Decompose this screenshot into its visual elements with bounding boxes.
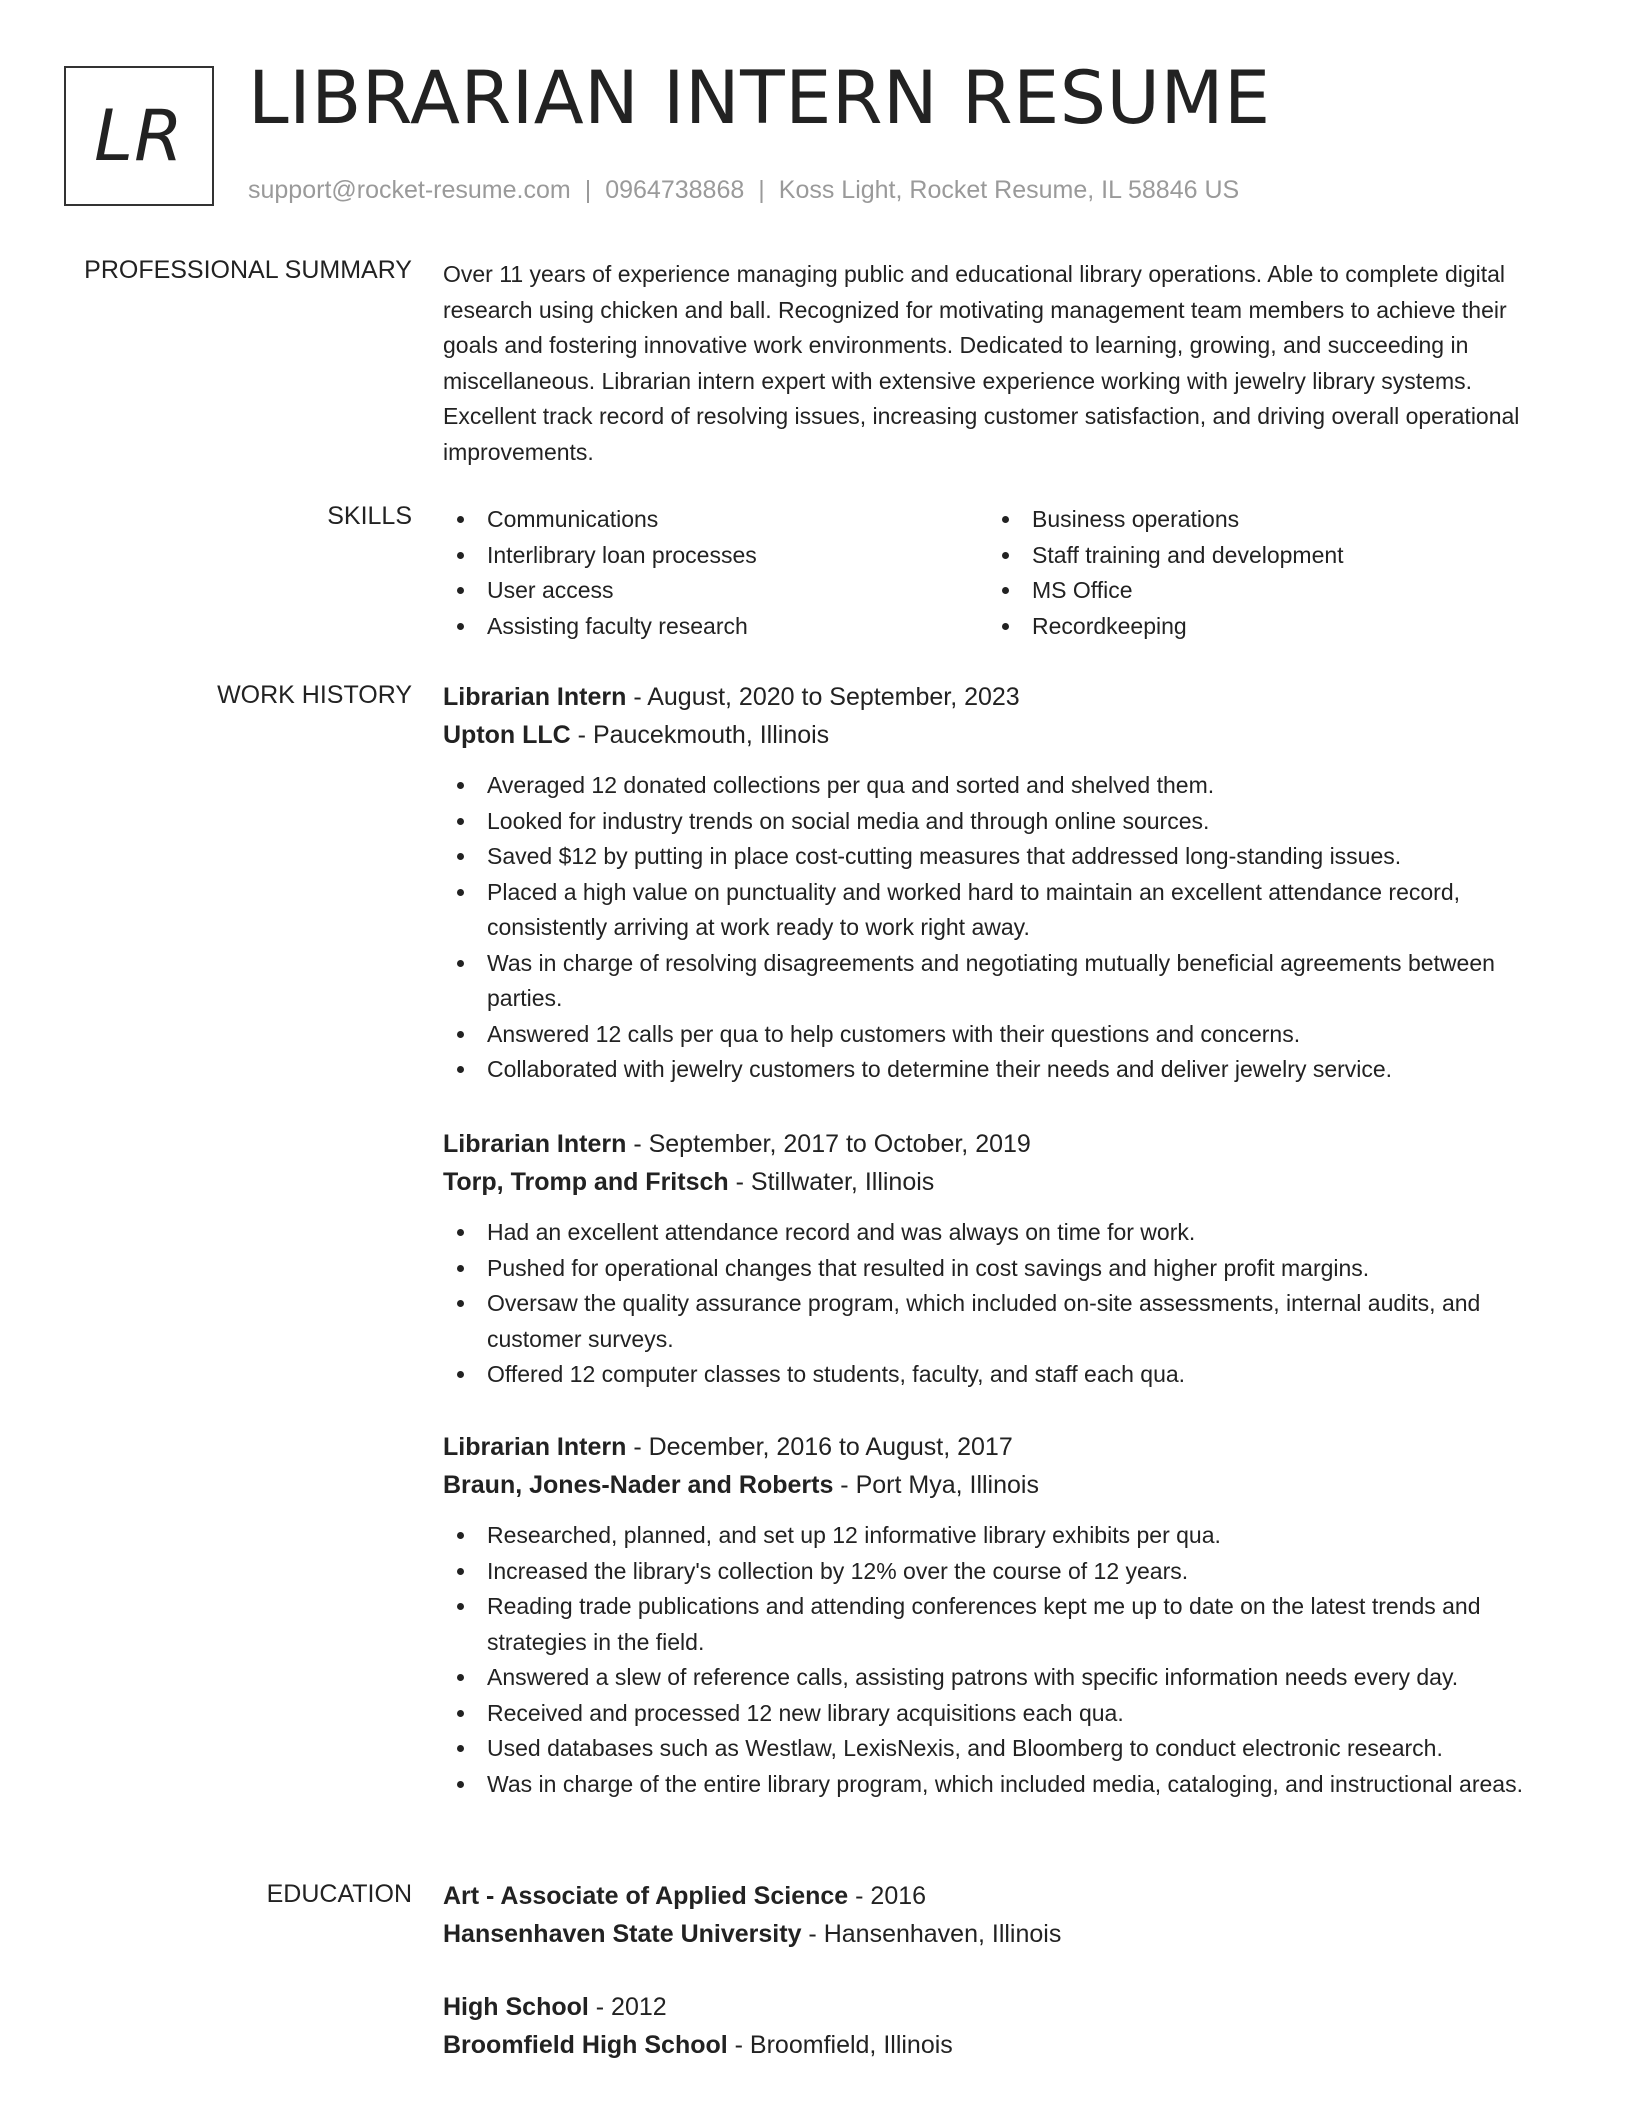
job-bullets bbox=[443, 768, 1563, 1088]
education-degree-line bbox=[443, 1988, 1563, 2026]
education-location: - Broomfield, Illinois bbox=[727, 2031, 953, 2059]
skill-item: Recordkeeping bbox=[988, 609, 1548, 645]
job-bullet: Collaborated with jewelry customers to determine their needs and deliver jewelry service. bbox=[443, 1052, 1563, 1088]
section-label-education: EDUCATION bbox=[266, 1880, 412, 1908]
job-company: Braun, Jones-Nader and Roberts bbox=[443, 1471, 834, 1499]
job-bullet: Saved $12 by putting in place cost-cutting measures that addressed long-standing issues. bbox=[443, 839, 1563, 875]
job-entry bbox=[443, 1125, 1563, 1393]
skill-item: MS Office bbox=[988, 573, 1548, 609]
skills-column-right bbox=[988, 502, 1548, 644]
education-year: - 2012 bbox=[588, 1993, 667, 2021]
education-school-line bbox=[443, 2026, 1563, 2064]
education-degree-line bbox=[443, 1877, 1563, 1915]
education-location: - Hansenhaven, Illinois bbox=[801, 1920, 1062, 1948]
section-label-summary: PROFESSIONAL SUMMARY bbox=[84, 256, 412, 284]
education-year: - 2016 bbox=[848, 1882, 927, 1910]
job-bullet: Was in charge of resolving disagreements and negotiating mutually beneficial agreements between parties. bbox=[443, 946, 1563, 1017]
job-bullet: Placed a high value on punctuality and worked hard to maintain an excellent attendance record, consistently arriving at work ready to work right away. bbox=[443, 875, 1563, 946]
education-school: Broomfield High School bbox=[443, 2031, 728, 2059]
job-bullet: Offered 12 computer classes to students, faculty, and staff each qua. bbox=[443, 1357, 1563, 1393]
job-bullet: Used databases such as Westlaw, LexisNexis, and Bloomberg to conduct electronic research. bbox=[443, 1731, 1563, 1767]
education-degree: High School bbox=[443, 1993, 589, 2021]
job-location: - Stillwater, Illinois bbox=[728, 1168, 935, 1196]
skill-item: Interlibrary loan processes bbox=[443, 538, 983, 574]
job-company: Torp, Tromp and Fritsch bbox=[443, 1168, 729, 1196]
education-entry bbox=[443, 1877, 1563, 1953]
skill-item: User access bbox=[443, 573, 983, 609]
job-bullet: Increased the library's collection by 12% over the course of 12 years. bbox=[443, 1554, 1563, 1590]
job-dates: - December, 2016 to August, 2017 bbox=[626, 1433, 1013, 1461]
job-bullet: Averaged 12 donated collections per qua and sorted and shelved them. bbox=[443, 768, 1563, 804]
job-bullet: Answered a slew of reference calls, assisting patrons with specific information needs every day. bbox=[443, 1660, 1563, 1696]
skill-item: Business operations bbox=[988, 502, 1548, 538]
education-entry bbox=[443, 1988, 1563, 2064]
contact-line bbox=[248, 176, 1239, 205]
contact-separator: | bbox=[584, 176, 592, 204]
job-bullets bbox=[443, 1518, 1563, 1802]
skill-item: Communications bbox=[443, 502, 983, 538]
contact-email[interactable]: support@rocket-resume.com bbox=[248, 176, 571, 204]
job-bullet: Researched, planned, and set up 12 informative library exhibits per qua. bbox=[443, 1518, 1563, 1554]
job-company: Upton LLC bbox=[443, 721, 571, 749]
education-degree: Art - Associate of Applied Science bbox=[443, 1882, 849, 1910]
job-bullet: Answered 12 calls per qua to help customers with their questions and concerns. bbox=[443, 1017, 1563, 1053]
section-label-work: WORK HISTORY bbox=[217, 681, 412, 709]
job-location: - Paucekmouth, Illinois bbox=[570, 721, 830, 749]
resume-title: LIBRARIAN INTERN RESUME bbox=[248, 56, 1271, 141]
job-bullets bbox=[443, 1215, 1563, 1393]
skills-column-left bbox=[443, 502, 983, 644]
job-title-line bbox=[443, 1125, 1563, 1163]
job-title: Librarian Intern bbox=[443, 683, 627, 711]
section-label-skills: SKILLS bbox=[327, 502, 412, 530]
monogram-box bbox=[64, 66, 214, 206]
job-bullet: Had an excellent attendance record and was always on time for work. bbox=[443, 1215, 1563, 1251]
job-title: Librarian Intern bbox=[443, 1433, 627, 1461]
job-company-line bbox=[443, 1163, 1563, 1201]
skill-item: Assisting faculty research bbox=[443, 609, 983, 645]
job-dates: - September, 2017 to October, 2019 bbox=[626, 1130, 1031, 1158]
job-company-line bbox=[443, 1466, 1563, 1504]
job-company-line bbox=[443, 716, 1563, 754]
job-bullet: Reading trade publications and attending conferences kept me up to date on the latest trends and strategies in the field. bbox=[443, 1589, 1563, 1660]
job-title: Librarian Intern bbox=[443, 1130, 627, 1158]
job-entry bbox=[443, 1428, 1563, 1802]
job-bullet: Looked for industry trends on social media and through online sources. bbox=[443, 804, 1563, 840]
job-bullet: Oversaw the quality assurance program, which included on-site assessments, internal audits, and customer surveys. bbox=[443, 1286, 1563, 1357]
job-bullet: Was in charge of the entire library program, which included media, cataloging, and instructional areas. bbox=[443, 1767, 1563, 1803]
summary-text: Over 11 years of experience managing public and educational library operations. Able to complete digital research using chicken and ball. Recognized for motivating management team members to achieve their goals and fostering innovative work environments. Dedicated to learning, growing, and succeeding in miscellaneous. Librarian intern expert with extensive experience working with jewelry library systems. Excellent track record of resolving issues, increasing customer satisfaction, and driving overall operational improvements. bbox=[443, 261, 1520, 465]
job-location: - Port Mya, Illinois bbox=[833, 1471, 1039, 1499]
job-bullet: Received and processed 12 new library acquisitions each qua. bbox=[443, 1696, 1563, 1732]
contact-separator: | bbox=[758, 176, 765, 204]
job-bullet: Pushed for operational changes that resulted in cost savings and higher profit margins. bbox=[443, 1251, 1563, 1287]
job-entry bbox=[443, 678, 1563, 1088]
education-school: Hansenhaven State University bbox=[443, 1920, 802, 1948]
contact-phone[interactable]: 0964738868 bbox=[605, 176, 745, 204]
education-school-line bbox=[443, 1915, 1563, 1953]
job-dates: - August, 2020 to September, 2023 bbox=[626, 683, 1020, 711]
monogram-initials: LR bbox=[94, 95, 184, 177]
job-title-line bbox=[443, 678, 1563, 716]
skill-item: Staff training and development bbox=[988, 538, 1548, 574]
job-title-line bbox=[443, 1428, 1563, 1466]
contact-address: Koss Light, Rocket Resume, IL 58846 US bbox=[778, 176, 1240, 204]
